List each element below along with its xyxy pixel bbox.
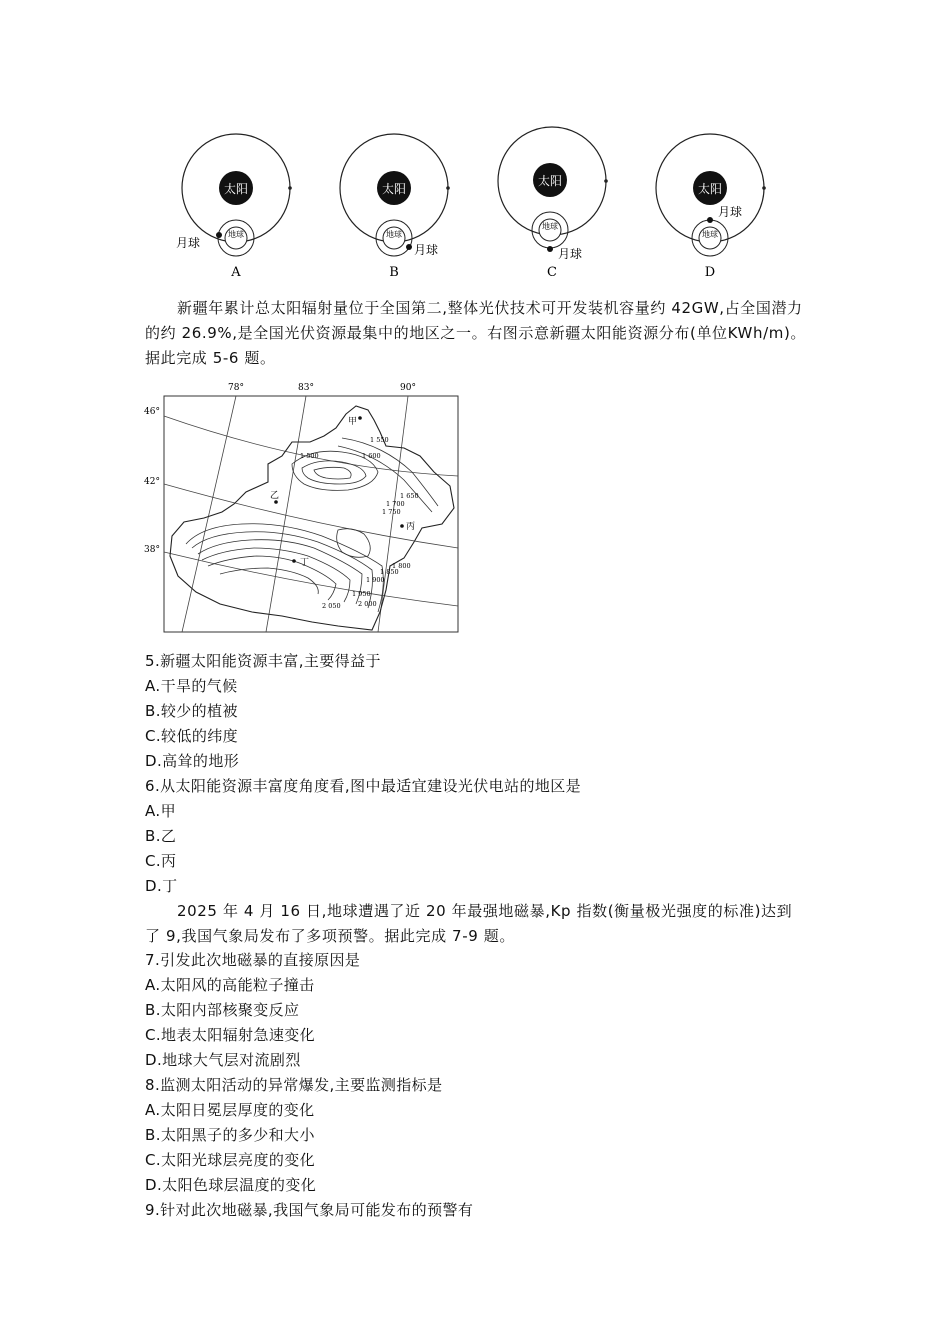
sun-label-b: 太阳 — [381, 182, 407, 196]
moon-label-b: 月球 — [414, 243, 439, 257]
q8-option-c[interactable]: C.太阳光球层亮度的变化 — [145, 1151, 316, 1169]
q6-stem: 6.从太阳能资源丰富度角度看,图中最适宜建设光伏电站的地区是 — [145, 777, 582, 795]
place-yi: 乙 — [270, 491, 280, 501]
q8-option-d[interactable]: D.太阳色球层温度的变化 — [145, 1176, 317, 1194]
q8-option-a[interactable]: A.太阳日冕层厚度的变化 — [145, 1101, 315, 1119]
q7-option-d[interactable]: D.地球大气层对流剧烈 — [145, 1051, 301, 1069]
q5-stem: 5.新疆太阳能资源丰富,主要得益于 — [145, 652, 381, 670]
sun-label-d: 太阳 — [697, 182, 723, 196]
place-dot-jia — [358, 416, 362, 420]
lon-90: 90° — [400, 383, 416, 393]
place-dot-ding — [292, 559, 296, 563]
q5-option-d[interactable]: D.高耸的地形 — [145, 752, 240, 770]
isoline-label-1550: 1 550 — [370, 436, 389, 444]
map-frame — [164, 396, 458, 632]
option-label-b: B — [389, 265, 399, 280]
q5-option-b[interactable]: B.较少的植被 — [145, 702, 238, 720]
isoline-label-2050: 2 050 — [322, 602, 341, 610]
q6-option-a[interactable]: A.甲 — [145, 802, 176, 820]
panel-d — [656, 134, 766, 280]
isoline-label-2000: 2 000 — [358, 600, 377, 608]
q7-option-c[interactable]: C.地表太阳辐射急速变化 — [145, 1026, 316, 1044]
moon-label-a: 月球 — [176, 236, 201, 250]
q8-option-b[interactable]: B.太阳黑子的多少和大小 — [145, 1126, 315, 1144]
place-bing: 丙 — [406, 522, 416, 532]
sun-label-a: 太阳 — [223, 182, 249, 196]
q6-option-c[interactable]: C.丙 — [145, 852, 177, 870]
q6-option-b[interactable]: B.乙 — [145, 827, 177, 845]
lon-78: 78° — [228, 383, 244, 393]
option-label-d: D — [704, 265, 716, 280]
isoline-label-1800: 1 800 — [392, 562, 411, 570]
isoline-label-1850: 1 850 — [380, 568, 399, 576]
moon-a — [216, 232, 222, 238]
sun-earth-moon-figure — [170, 118, 780, 288]
isoline-label-1900: 1 900 — [366, 576, 385, 584]
isoline-label-1700: 1 700 — [386, 500, 405, 508]
moon-b — [406, 244, 412, 250]
isoline-label-1750: 1 750 — [382, 508, 401, 516]
q9-stem: 9.针对此次地磁暴,我国气象局可能发布的预警有 — [145, 1201, 474, 1219]
q7-option-a[interactable]: A.太阳风的高能粒子撞击 — [145, 976, 315, 994]
place-jia: 甲 — [348, 417, 358, 427]
moon-c — [547, 246, 553, 252]
lon-83: 83° — [298, 383, 314, 393]
panel-a — [176, 134, 292, 280]
place-ding: 丁 — [300, 558, 310, 568]
lat-42: 42° — [144, 477, 160, 487]
moon-label-d: 月球 — [718, 205, 743, 219]
earth-label-d: 地球 — [702, 230, 718, 239]
intro-7-9: 2025 年 4 月 16 日,地球遭遇了近 20 年最强地磁暴,Kp 指数(衡量极光强度的标准)达到了 9,我国气象局发布了多项预警。据此完成 7-9 题。 — [145, 902, 793, 945]
lat-46: 46° — [144, 407, 160, 417]
isoline-label-1650: 1 650 — [400, 492, 419, 500]
earth-label-a: 地球 — [228, 230, 244, 239]
q5-option-c[interactable]: C.较低的纬度 — [145, 727, 239, 745]
option-label-c: C — [547, 265, 557, 280]
q6-option-d[interactable]: D.丁 — [145, 877, 178, 895]
earth-label-b: 地球 — [386, 230, 402, 239]
isoline-label-1500: 1 500 — [300, 452, 319, 460]
panel-c — [498, 127, 608, 280]
q5-option-a[interactable]: A.干旱的气候 — [145, 677, 238, 695]
moon-d — [707, 217, 713, 223]
isoline-label-1600: 1 600 — [362, 452, 381, 460]
earth-label-c: 地球 — [542, 222, 558, 231]
q7-option-b[interactable]: B.太阳内部核聚变反应 — [145, 1001, 300, 1019]
option-label-a: A — [231, 265, 241, 280]
place-dot-bing — [400, 524, 404, 528]
q7-stem: 7.引发此次地磁暴的直接原因是 — [145, 951, 361, 969]
sun-label-c: 太阳 — [537, 174, 563, 188]
intro-5-6: 新疆年累计总太阳辐射量位于全国第二,整体光伏技术可开发装机容量约 42GW,占全国潜力的约 26.9%,是全国光伏资源最集中的地区之一。右图示意新疆太阳能资源分布(单位KWh/m)。据此完成 5-6 题。 — [145, 299, 807, 367]
moon-label-c: 月球 — [558, 247, 583, 261]
lat-38: 38° — [144, 545, 160, 555]
panel-b — [340, 134, 450, 280]
isoline-label-1950: 1 950 — [352, 590, 371, 598]
q8-stem: 8.监测太阳活动的异常爆发,主要监测指标是 — [145, 1076, 443, 1094]
xinjiang-solar-map — [142, 376, 462, 638]
